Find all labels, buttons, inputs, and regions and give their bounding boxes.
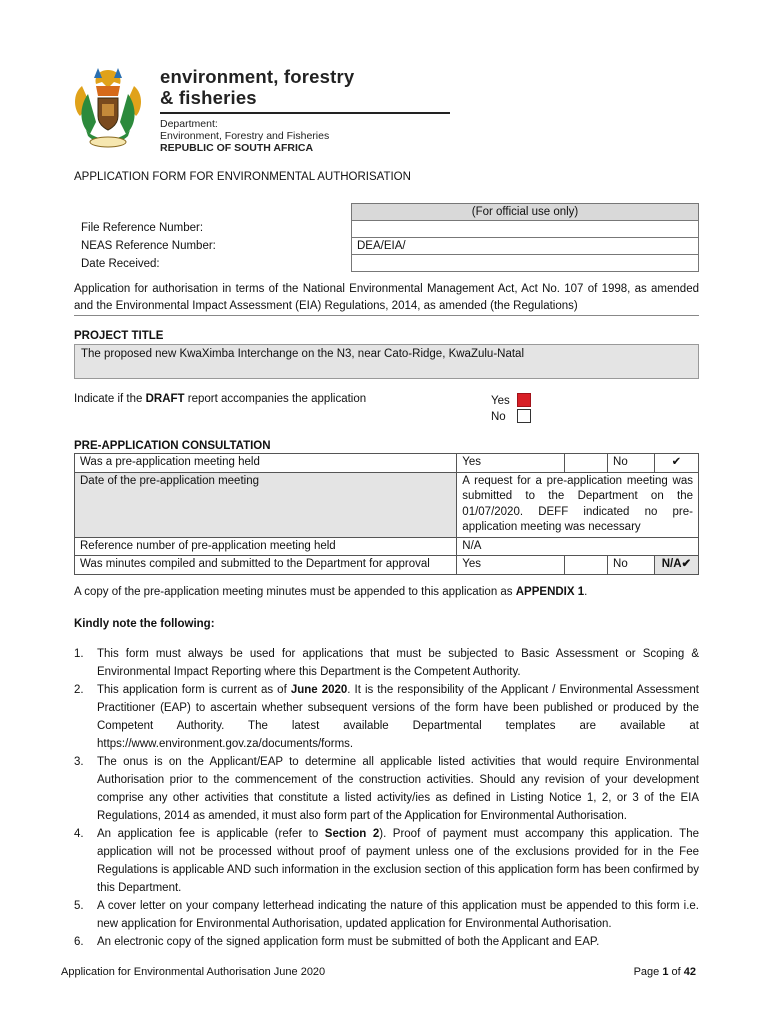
pac-row-meeting-date [75,472,699,537]
neas-reference-label: NEAS Reference Number: [81,240,216,252]
pac-q1: Was a pre-application meeting held [75,454,457,473]
department-header [68,62,398,162]
department-label: Department: [160,118,218,130]
pac-table [74,453,699,575]
intro-rule [74,315,699,316]
footer-page-number [634,966,696,978]
draft-question [74,393,366,405]
note-text: This application form is current as of [97,684,291,696]
pac-q4-no[interactable]: No [608,556,655,575]
note-number: 6. [74,936,84,948]
pac-q3-answer[interactable]: N/A [457,537,699,556]
appendix-note-bold: APPENDIX 1 [515,586,585,598]
project-title-value: The proposed new KwaXimba Interchange on the N3, near Cato-Ridge, KwaZulu-Natal [81,348,524,360]
draft-question-bold: DRAFT [145,393,185,405]
note-item [74,933,699,951]
pac-q3: Reference number of pre-application meeting held [75,537,457,556]
department-full-name: Environment, Forestry and Fisheries [160,130,330,142]
draft-no-checkbox[interactable] [517,409,531,423]
official-use-table [351,203,699,272]
draft-yes-label: Yes [491,395,510,407]
draft-yes-checkbox[interactable] [517,393,531,407]
page-prefix: Page [633,966,663,978]
date-received-field[interactable] [352,255,699,272]
note-item [74,897,699,933]
note-number: 1. [74,648,84,660]
note-bold: June 2020 [290,684,348,696]
notes-list [74,645,699,951]
pac-q1-check[interactable]: ✔ [654,454,698,473]
note-text: The onus is on the Applicant/EAP to determine all applicable listed activities that would require Environmental Authorisation prior to the commencement of the construction activities. Should any revision of your development comprise any other activities that constitute a listed activity/ies as defined in Listing Notice 1, 2, or 3 of the EIA Regulations, 2014 as amended, it must also form part of the Application for Environmental Authorisation. [97,756,699,822]
intro-paragraph: Application for authorisation in terms of the National Environmental Management Act, Act No. 107 of 1998, as amended and the Environmental Impact Assessment (EIA) Regulations, 2014, as amended (the Regulations) [74,283,699,312]
pac-q1-no[interactable]: No [608,454,655,473]
neas-reference-field[interactable]: DEA/EIA/ [352,238,699,255]
date-received-label: Date Received: [81,258,160,270]
project-title-field[interactable] [74,344,699,379]
pac-q1-yes[interactable]: Yes [457,454,565,473]
department-name [160,66,354,108]
pac-row-reference [75,537,699,556]
coat-of-arms-icon [68,64,148,152]
draft-question-suffix: report accompanies the application [184,393,367,405]
department-name-line1: environment, forestry [160,66,355,87]
official-use-heading: (For official use only) [352,204,699,221]
pac-q1-yes-box[interactable] [565,454,608,473]
department-subtitle [160,118,329,154]
pac-q4-yes[interactable]: Yes [457,556,565,575]
pac-row-minutes [75,556,699,575]
draft-question-prefix: Indicate if the [74,393,146,405]
note-number: 3. [74,756,84,768]
pac-heading: PRE-APPLICATION CONSULTATION [74,440,271,452]
note-item [74,681,699,753]
reference-labels [81,219,216,273]
footer-document-title: Application for Environmental Authorisation June 2020 [61,966,326,978]
note-text: An application fee is applicable (refer to [97,828,325,840]
project-title-heading: PROJECT TITLE [74,330,164,342]
header-divider [160,112,450,114]
note-text: This form must always be used for applications that must be subjected to Basic Assessment or Scoping & Environmental Impact Reporting where this Department is the Competent Authority. [97,648,699,678]
appendix-note-prefix: A copy of the pre-application meeting minutes must be appended to this application as [74,586,516,598]
note-text: ). Proof of payment must accompany this application. The application will not be processed without proof of payment unless one of the exclusions provided for in the Fee Regulations is applicable AND such information in the exclusion section of this application form has been confirmed by this Department. [97,828,699,894]
pac-q2: Date of the pre-application meeting [75,472,457,537]
note-number: 5. [74,900,84,912]
department-name-line2: & fisheries [160,87,257,108]
file-reference-field[interactable] [352,221,699,238]
note-item [74,825,699,897]
file-reference-label: File Reference Number: [81,222,204,234]
note-bold: Section 2 [324,828,380,840]
note-text: A cover letter on your company letterhead indicating the nature of this application must be appended to this form i.e. new application for Environmental Authorisation, updated application for Environmental Authorisation. [97,900,699,930]
note-number: 2. [74,684,84,696]
note-text: . It is the responsibility of the Applicant / Environmental Assessment Practitioner (EAP) to ascertain whether subsequent versions of the form have been published or produced by the Competent Authority. The latest available Departmental templates are available at https://www.environment.gov.za/documents/forms. [97,684,699,750]
pac-q4-yes-box[interactable] [565,556,608,575]
page-total: 42 [683,966,696,978]
note-item [74,645,699,681]
appendix-note [74,586,587,598]
page-of: of [668,966,684,978]
page-current: 1 [662,966,669,978]
note-text: An electronic copy of the signed application form must be submitted of both the Applicant and EAP. [97,936,600,948]
pac-row-meeting-held [75,454,699,473]
draft-options [491,393,510,425]
pac-q2-answer[interactable]: A request for a pre-application meeting was submitted to the Department on the 01/07/2020. DEFF indicated no pre-application meeting was necessary [457,472,699,537]
pac-q4-check[interactable]: N/A✔ [654,556,698,575]
country-name: REPUBLIC OF SOUTH AFRICA [160,142,314,154]
kindly-note-heading: Kindly note the following: [74,618,215,630]
note-item [74,753,699,825]
pac-q4: Was minutes compiled and submitted to the Department for approval [75,556,457,575]
appendix-note-suffix: . [584,586,588,598]
note-number: 4. [74,828,84,840]
form-title: APPLICATION FORM FOR ENVIRONMENTAL AUTHORISATION [74,171,411,183]
draft-no-label: No [491,411,506,423]
